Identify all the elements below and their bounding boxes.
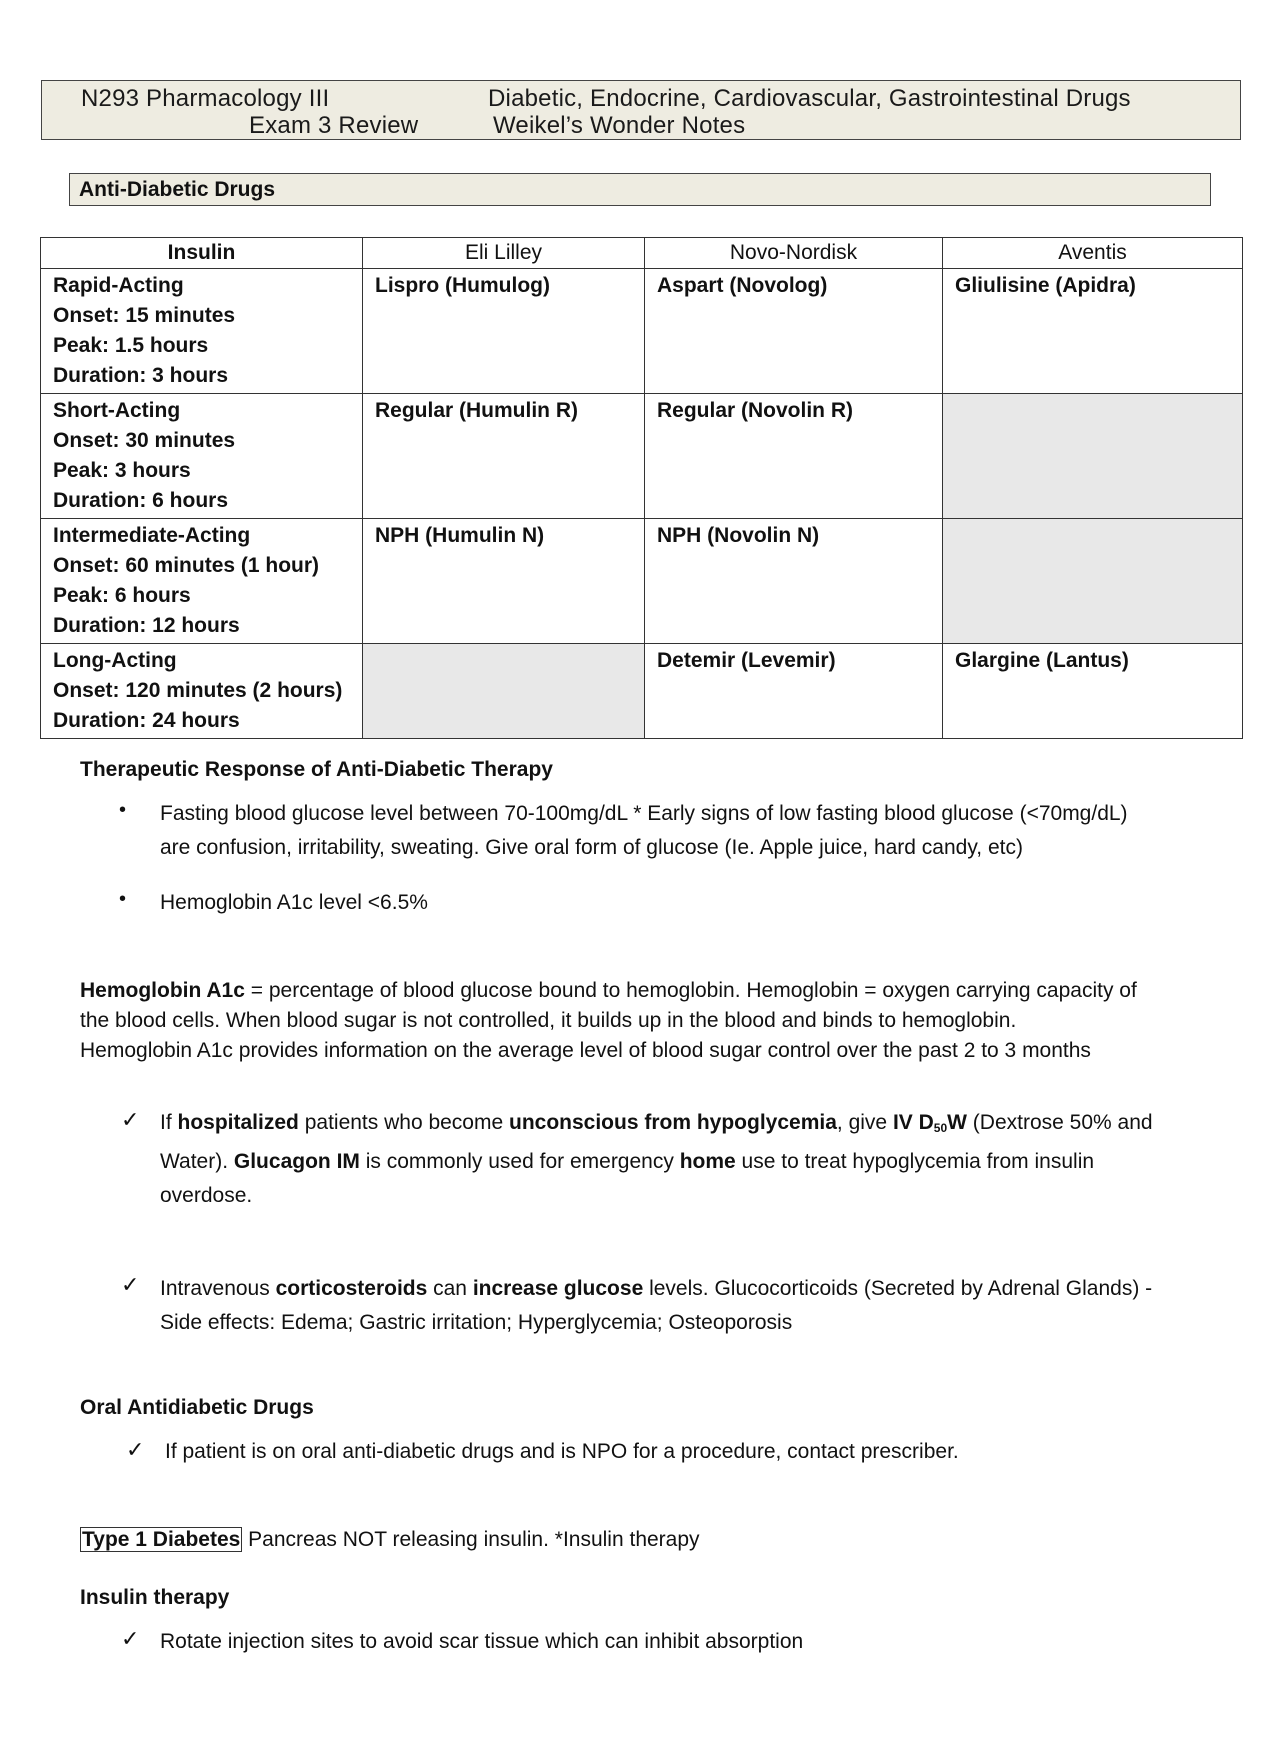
row-label-line: Short-Acting xyxy=(53,399,181,422)
bullet-line: are confusion, irritability, sweating. Give oral form of glucose (Ie. Apple juice, hard candy, etc) xyxy=(160,836,1023,859)
header-aventis: Aventis xyxy=(943,238,1243,269)
insulin-table xyxy=(40,237,1243,739)
note-bold: W xyxy=(947,1111,967,1134)
header-novo-nordisk: Novo-Nordisk xyxy=(645,238,943,269)
exam-title: Exam 3 Review xyxy=(249,112,419,139)
row-label-line: Onset: 60 minutes (1 hour) xyxy=(53,554,320,577)
note-text: If xyxy=(160,1111,178,1134)
cell-aventis-empty xyxy=(943,519,1243,644)
note-text: Intravenous xyxy=(160,1277,276,1300)
row-label-line: Rapid-Acting xyxy=(53,274,184,297)
row-label-line: Peak: 6 hours xyxy=(53,584,191,607)
insulin-therapy-heading: Insulin therapy xyxy=(80,1586,230,1609)
checkmark-icon: ✓ xyxy=(126,1437,145,1462)
row-label-line: Peak: 1.5 hours xyxy=(53,334,209,357)
a1c-paragraph xyxy=(80,976,1137,1066)
note-text: use to treat hypoglycemia from insulin xyxy=(735,1150,1095,1173)
topics-title: Diabetic, Endocrine, Cardiovascular, Gastrointestinal Drugs xyxy=(488,85,1131,112)
row-label-line: Intermediate-Acting xyxy=(53,524,251,547)
note-text: Water). xyxy=(160,1150,234,1173)
header-insulin: Insulin xyxy=(41,238,363,269)
type1-text: Pancreas NOT releasing insulin. *Insulin therapy xyxy=(242,1528,700,1551)
row-label-line: Peak: 3 hours xyxy=(53,459,191,482)
note-bold: corticosteroids xyxy=(275,1277,428,1300)
note-text: levels. Glucocorticoids (Secreted by Adrenal Glands) - xyxy=(643,1277,1153,1300)
table-row xyxy=(41,394,1243,519)
hypoglycemia-note xyxy=(160,1106,1153,1213)
note-text: , give xyxy=(836,1111,893,1134)
cell-aventis: Gliulisine (Apidra) xyxy=(943,269,1243,394)
table-header-row xyxy=(41,238,1243,269)
row-label-line: Onset: 120 minutes (2 hours) xyxy=(53,679,343,702)
cell-aventis-empty xyxy=(943,394,1243,519)
bullet-fasting-glucose xyxy=(160,797,1128,865)
table-row xyxy=(41,644,1243,739)
note-bold: hospitalized xyxy=(177,1111,299,1134)
cell-novo-nordisk: Regular (Novolin R) xyxy=(645,394,943,519)
document-header xyxy=(41,80,1241,140)
note-bold: IV D xyxy=(892,1111,934,1134)
oral-heading: Oral Antidiabetic Drugs xyxy=(80,1396,314,1419)
a1c-line: Hemoglobin A1c provides information on the average level of blood sugar control over the past 2 to 3 months xyxy=(80,1039,1091,1062)
bullet-icon: • xyxy=(119,799,127,821)
note-text: patients who become xyxy=(298,1111,509,1134)
note-bold: Glucagon IM xyxy=(233,1150,360,1173)
insulin-therapy-note: Rotate injection sites to avoid scar tissue which can inhibit absorption xyxy=(160,1630,804,1653)
row-label-short xyxy=(41,394,363,519)
row-label-long xyxy=(41,644,363,739)
cell-eli-lilley-empty xyxy=(363,644,645,739)
cell-eli-lilley: Lispro (Humulog) xyxy=(363,269,645,394)
cell-novo-nordisk: NPH (Novolin N) xyxy=(645,519,943,644)
bullet-a1c-level: Hemoglobin A1c level <6.5% xyxy=(160,891,428,914)
corticosteroid-note xyxy=(160,1272,1152,1340)
row-label-line: Duration: 6 hours xyxy=(53,489,229,512)
oral-note: If patient is on oral anti-diabetic drugs and is NPO for a procedure, contact prescriber. xyxy=(165,1440,959,1463)
row-label-intermediate xyxy=(41,519,363,644)
note-text: is commonly used for emergency xyxy=(359,1150,680,1173)
checkmark-icon: ✓ xyxy=(121,1626,140,1651)
therapeutic-heading: Therapeutic Response of Anti-Diabetic Therapy xyxy=(80,758,553,781)
notes-title: Weikel’s Wonder Notes xyxy=(493,112,746,139)
row-label-line: Duration: 12 hours xyxy=(53,614,240,637)
checkmark-icon: ✓ xyxy=(121,1107,140,1132)
row-label-line: Duration: 3 hours xyxy=(53,364,229,387)
a1c-definition: = percentage of blood glucose bound to hemoglobin. Hemoglobin = oxygen carrying capacity of xyxy=(244,979,1137,1002)
note-subscript: 50 xyxy=(933,1121,948,1135)
section-title: Anti-Diabetic Drugs xyxy=(69,173,1211,206)
cell-eli-lilley: NPH (Humulin N) xyxy=(363,519,645,644)
note-text: Side effects: Edema; Gastric irritation; Hyperglycemia; Osteoporosis xyxy=(160,1311,793,1334)
course-title: N293 Pharmacology III xyxy=(81,85,330,112)
row-label-line: Long-Acting xyxy=(53,649,177,672)
bullet-icon: • xyxy=(119,888,127,910)
checkmark-icon: ✓ xyxy=(121,1272,140,1297)
cell-eli-lilley: Regular (Humulin R) xyxy=(363,394,645,519)
row-label-rapid xyxy=(41,269,363,394)
cell-aventis: Glargine (Lantus) xyxy=(943,644,1243,739)
type1-line xyxy=(80,1525,700,1555)
a1c-line: the blood cells. When blood sugar is not controlled, it builds up in the blood and binds to hemoglobin. xyxy=(80,1009,1017,1032)
row-label-line: Onset: 15 minutes xyxy=(53,304,236,327)
note-text: (Dextrose 50% and xyxy=(966,1111,1153,1134)
bullet-line: Fasting blood glucose level between 70-100mg/dL * Early signs of low fasting blood glucose (<70mg/dL) xyxy=(160,802,1128,825)
table-row xyxy=(41,269,1243,394)
table-row xyxy=(41,519,1243,644)
cell-novo-nordisk: Detemir (Levemir) xyxy=(645,644,943,739)
type1-label: Type 1 Diabetes xyxy=(82,1528,241,1551)
row-label-line: Onset: 30 minutes xyxy=(53,429,236,452)
note-text: can xyxy=(427,1277,473,1300)
note-bold: home xyxy=(679,1150,736,1173)
note-text: overdose. xyxy=(160,1184,253,1207)
a1c-term: Hemoglobin A1c xyxy=(80,979,245,1002)
note-bold: unconscious from hypoglycemia xyxy=(509,1111,837,1134)
note-bold: increase glucose xyxy=(472,1277,644,1300)
row-label-line: Duration: 24 hours xyxy=(53,709,240,732)
cell-novo-nordisk: Aspart (Novolog) xyxy=(645,269,943,394)
header-eli-lilley: Eli Lilley xyxy=(363,238,645,269)
